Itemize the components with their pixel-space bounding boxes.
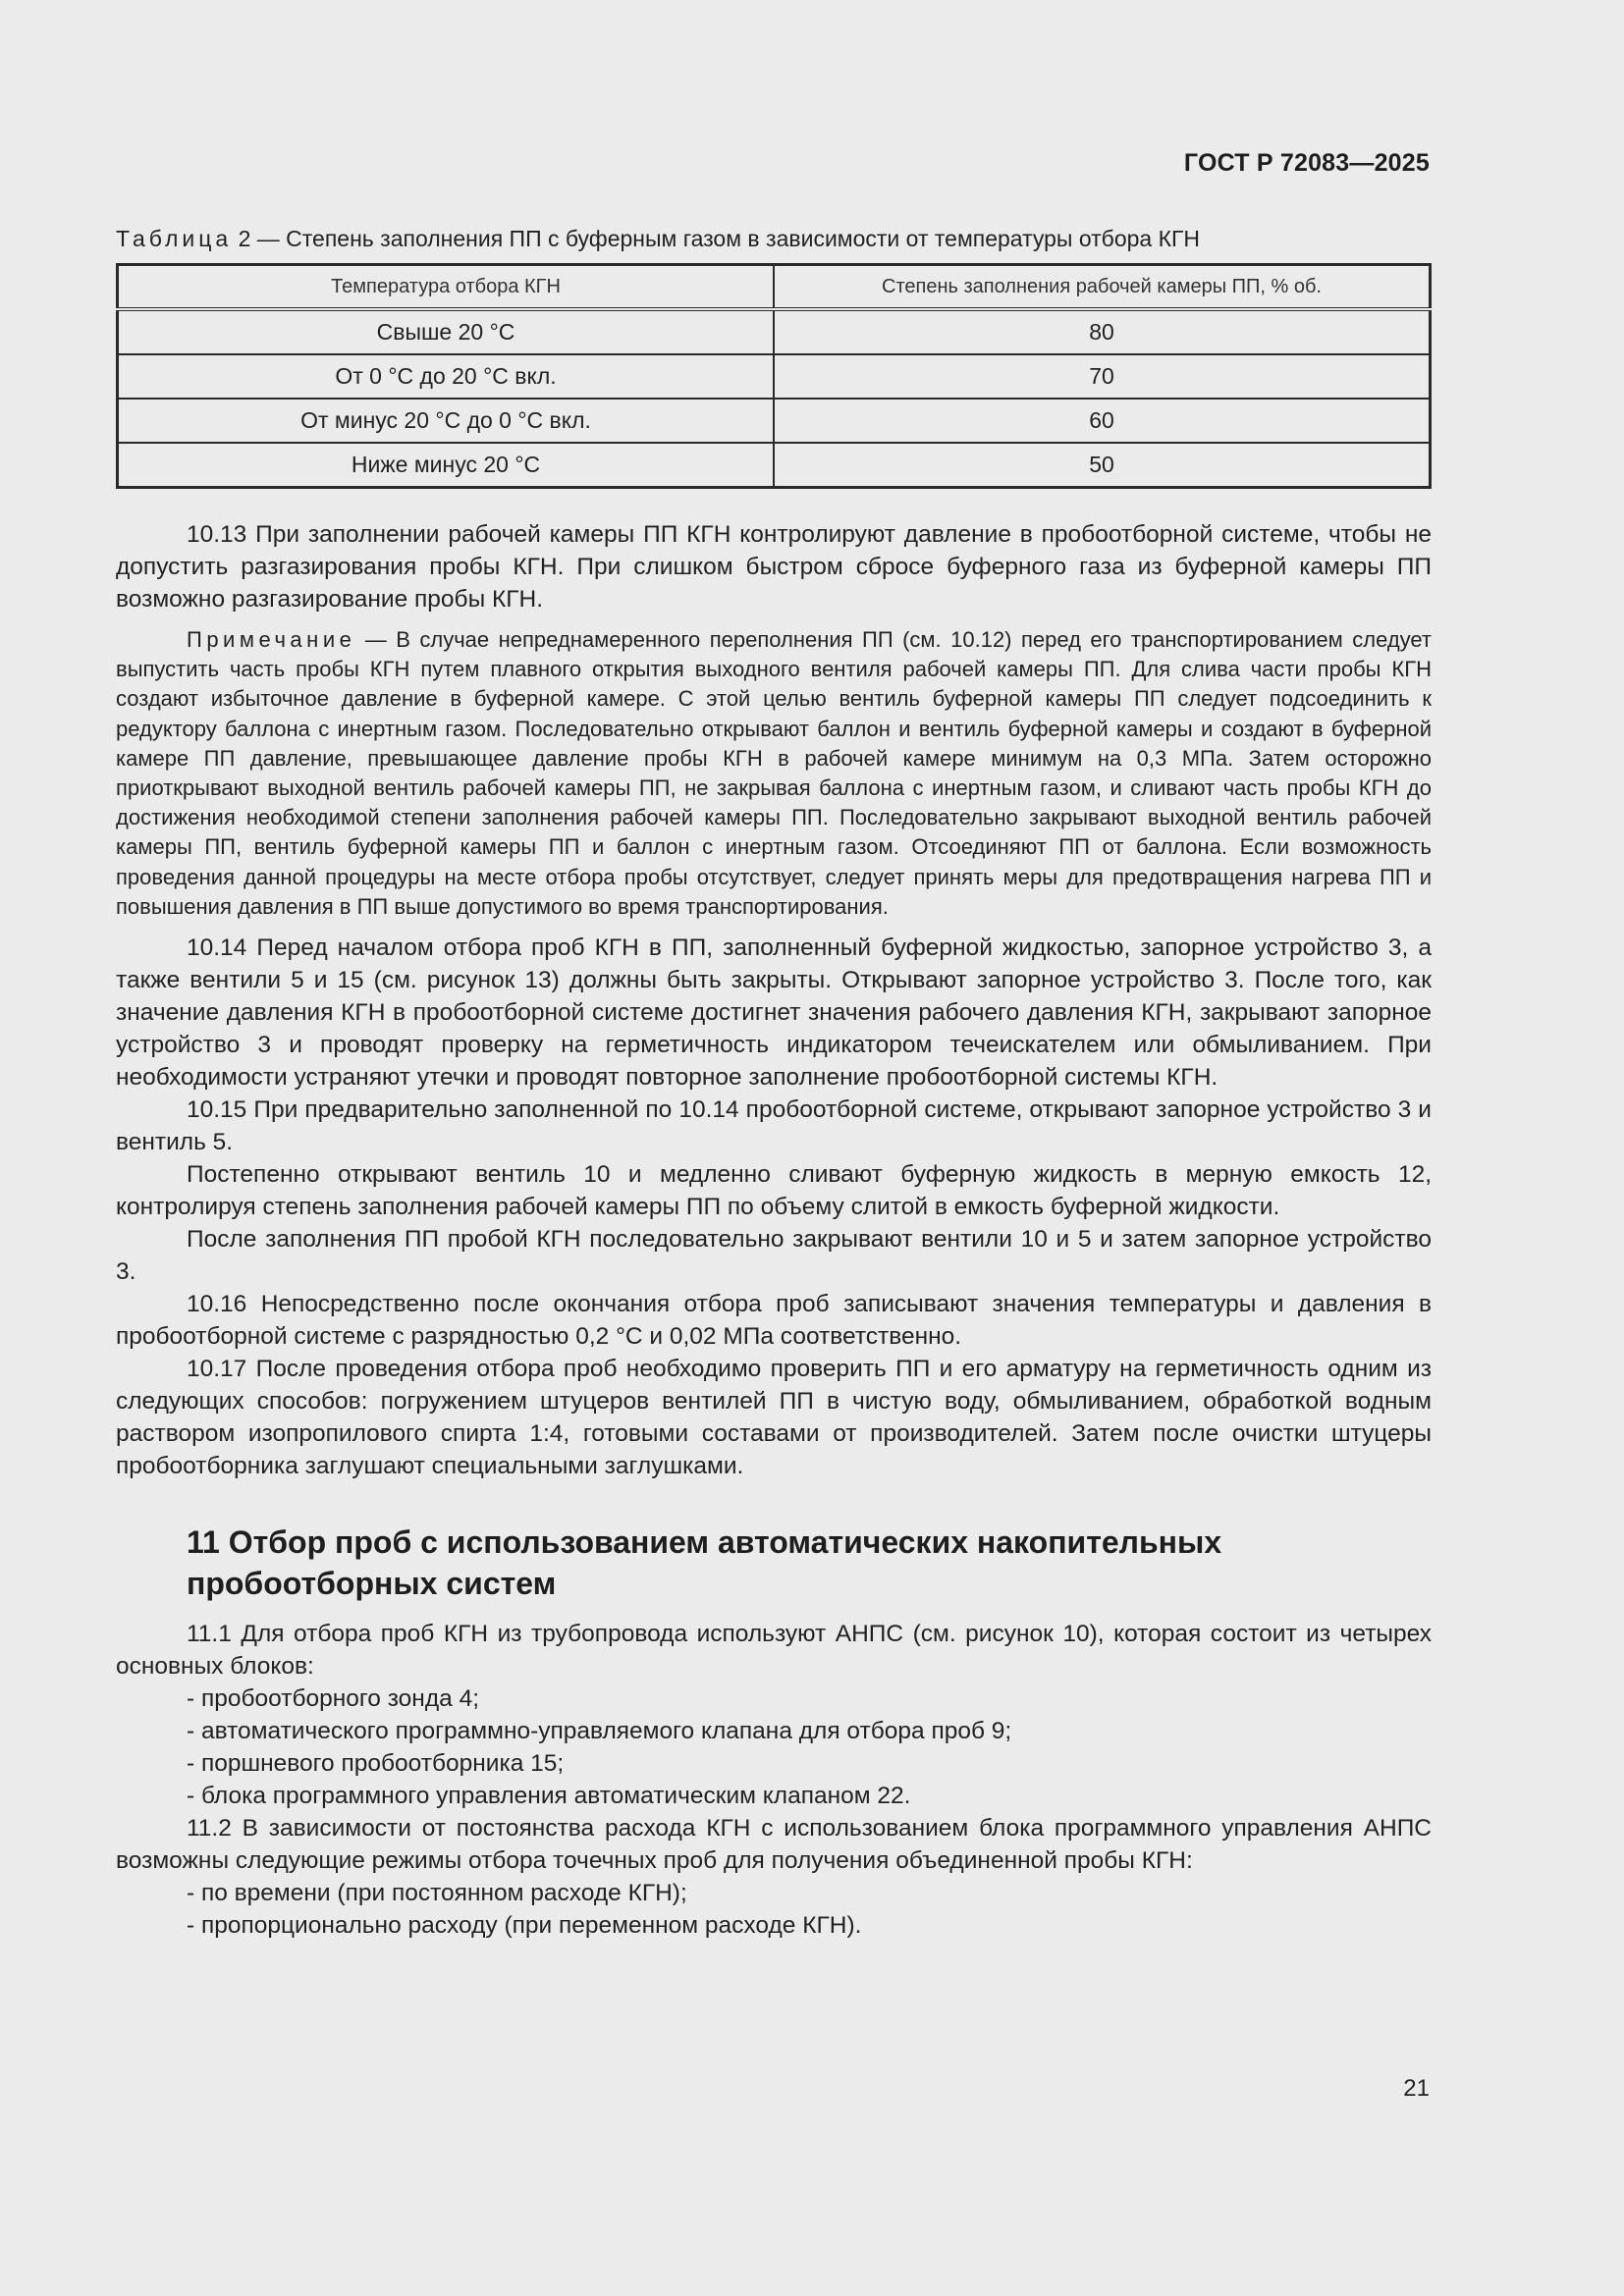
paragraph-10-15: 10.15 При предварительно заполненной по 10.14 пробоотборной системе, открывают запорное устройство 3 и вентиль 5. <box>116 1096 1432 1156</box>
page-number: 21 <box>1403 2075 1430 2102</box>
table-caption-label: Таблица <box>116 226 233 251</box>
column-header-fill-degree: Степень заполнения рабочей камеры ПП, % об. <box>774 265 1430 310</box>
paragraph-11-1: 11.1 Для отбора проб КГН из трубопровода используют АНПС (см. рисунок 10), которая состоит из четырех основных блоков: <box>116 1621 1432 1681</box>
table-cell-fill-degree: 60 <box>774 399 1430 443</box>
table-caption <box>116 224 1432 253</box>
table-cell-temperature: От 0 °С до 20 °С вкл. <box>118 354 775 399</box>
table-row <box>118 309 1431 354</box>
table-cell-temperature: От минус 20 °С до 0 °С вкл. <box>118 399 775 443</box>
table-cell-fill-degree: 70 <box>774 354 1430 399</box>
table-row <box>118 354 1431 399</box>
paragraph-10-14: 10.14 Перед началом отбора проб КГН в ПП, заполненный буферной жидкостью, запорное устройство 3, а также вентили 5 и 15 (см. рисунок 13) должны быть закрыты. Открывают запорное устройство 3. После того, как значение давления КГН в пробоотборной системе достигнет значения рабочего давления КГН, закрывают запорное устройство 3 и проводят проверку на герметичность индикатором течеискателем или обмыливанием. При необходимости устраняют утечки и проводят повторное заполнение пробоотборной системы КГН. <box>116 934 1432 1092</box>
list-item: - пропорционально расходу (при переменном расходе КГН). <box>187 1912 862 1940</box>
paragraph-10-16: 10.16 Непосредственно после окончания отбора проб записывают значения температуры и давления в пробоотборной системе с разрядностью 0,2 °С и 0,02 МПа соответственно. <box>116 1291 1432 1351</box>
note-label: Примечание <box>187 627 356 652</box>
list-item: - пробоотборного зонда 4; <box>187 1685 479 1713</box>
paragraph-10-15-close: После заполнения ПП пробой КГН последовательно закрывают вентили 10 и 5 и затем запорное устройство 3. <box>116 1226 1432 1286</box>
table-header-row <box>118 265 1431 310</box>
table-cell-fill-degree: 50 <box>774 443 1430 488</box>
list-item: - по времени (при постоянном расходе КГН); <box>187 1880 687 1907</box>
list-item: - блока программного управления автоматическим клапаном 22. <box>187 1783 911 1810</box>
table-cell-temperature: Ниже минус 20 °С <box>118 443 775 488</box>
note-text: — В случае непреднамеренного переполнения ПП (см. 10.12) перед его транспортированием следует выпустить часть пробы КГН путем плавного открытия выходного вентиля рабочей камеры ПП. Для слива части пробы КГН создают избыточное давление в буферной камере. С этой целью вентиль буферной камеры ПП следует подсоединить к редуктору баллона с инертным газом. Последовательно открывают баллон и вентиль буферной камеры и создают в буферной камере ПП давление, превышающее давление пробы КГН в рабочей камере минимум на 0,3 МПа. Затем осторожно приоткрывают выходной вентиль рабочей камеры ПП, не закрывая баллона с инертным газом, и сливают часть пробы КГН до достижения необходимой степени заполнения рабочей камеры ПП. Последовательно закрывают выходной вентиль рабочей камеры ПП, вентиль буферной камеры ПП и баллон с инертным газом. Отсоединяют ПП от баллона. Если возможность проведения данной процедуры на месте отбора пробы отсутствует, следует принять меры для предотвращения нагрева ПП и повышения давления в ПП выше допустимого во время транспортирования. <box>116 627 1432 919</box>
note-paragraph <box>116 625 1432 922</box>
paragraph-10-17: 10.17 После проведения отбора проб необходимо проверить ПП и его арматуру на герметичность одним из следующих способов: погружением штуцеров вентилей ПП в чистую воду, обмыливанием, обработкой водным раствором изопропилового спирта 1:4, готовыми составами от производителей. Затем после очистки штуцеры пробоотборника заглушают специальными заглушками. <box>116 1356 1432 1480</box>
paragraph-10-15-drain: Постепенно открывают вентиль 10 и медленно сливают буферную жидкость в мерную емкость 12, контролируя степень заполнения рабочей камеры ПП по объему слитой в емкость буферной жидкости. <box>116 1161 1432 1221</box>
list-item: - поршневого пробоотборника 15; <box>187 1750 565 1778</box>
standard-code-header: ГОСТ Р 72083—2025 <box>1183 149 1430 177</box>
page-content <box>116 224 1432 1942</box>
column-header-temperature: Температура отбора КГН <box>118 265 775 310</box>
table-row <box>118 443 1431 488</box>
fill-degree-table <box>116 263 1432 489</box>
list-item: - автоматического программно-управляемого клапана для отбора проб 9; <box>187 1718 1012 1745</box>
paragraph-11-2: 11.2 В зависимости от постоянства расхода КГН с использованием блока программного управления АНПС возможны следующие режимы отбора точечных проб для получения объединенной пробы КГН: <box>116 1815 1432 1875</box>
table-caption-text: 2 — Степень заполнения ПП с буферным газом в зависимости от температуры отбора КГН <box>232 226 1201 251</box>
paragraph-10-13: 10.13 При заполнении рабочей камеры ПП КГН контролируют давление в пробоотборной системе, чтобы не допустить разгазирования пробы КГН. При слишком быстром сбросе буферного газа из буферной камеры ПП возможно разгазирование пробы КГН. <box>116 521 1432 613</box>
section-11-heading: 11 Отбор проб с использованием автоматических накопительных пробоотборных систем <box>187 1524 1222 1602</box>
table-cell-temperature: Свыше 20 °С <box>118 309 775 354</box>
table-cell-fill-degree: 80 <box>774 309 1430 354</box>
table-row <box>118 399 1431 443</box>
